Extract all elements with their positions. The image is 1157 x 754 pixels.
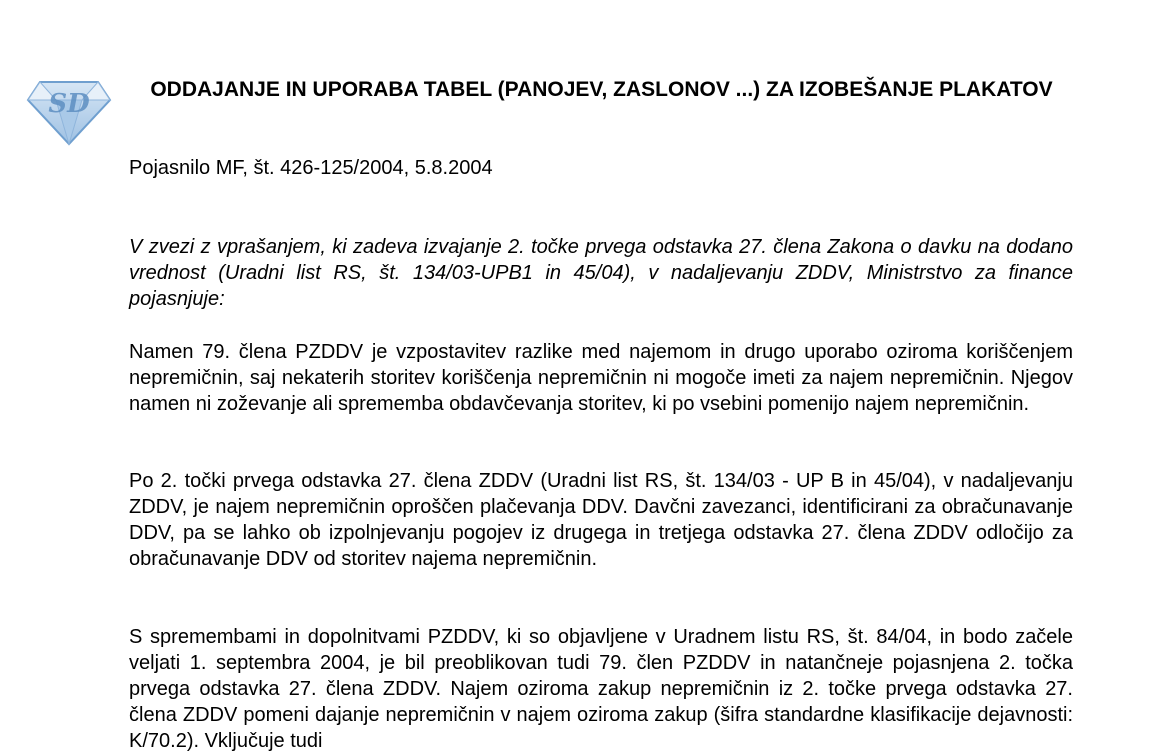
- logo-shield-icon: [26, 76, 112, 148]
- logo: [26, 76, 112, 148]
- document-title: ODDAJANJE IN UPORABA TABEL (PANOJEV, ZASLONOV ...) ZA IZOBEŠANJE PLAKATOV: [150, 78, 1053, 101]
- document-reference: Pojasnilo MF, št. 426-125/2004, 5.8.2004: [129, 157, 493, 179]
- paragraph-exemption: Po 2. točki prvega odstavka 27. člena ZDDV (Uradni list RS, št. 134/03 - UP B in 45/04), v nadaljevanju ZDDV, je najem nepremičnin oproščen plačevanja DDV. Davčni zavezanci, identificirani za obračunavanje DDV, pa se lahko ob izpolnjevanju pogojev iz drugega in tretjega odstavka 27. člena ZDDV odločijo za obračunavanje DDV od storitev najema nepremičnin.: [129, 470, 1073, 570]
- paragraph-purpose: Namen 79. člena PZDDV je vzpostavitev razlike med najemom in drugo uporabo oziroma koriščenjem nepremičnin, saj nekaterih storitev koriščenja nepremičnin ni mogoče imeti za najem nepremičnin. Njegov namen ni zoževanje ali sprememba obdavčevanja storitev, ki po vsebini pomenijo najem nepremičnin.: [129, 341, 1073, 415]
- paragraph-intro: V zvezi z vprašanjem, ki zadeva izvajanje 2. točke prvega odstavka 27. člena Zakona o davku na dodano vrednost (Uradni list RS, št. 134/03-UPB1 in 45/04), v nadaljevanju ZDDV, Ministrstvo za finance pojasnjuje:: [129, 236, 1073, 310]
- paragraph-amendments: S spremembami in dopolnitvami PZDDV, ki so objavljene v Uradnem listu RS, št. 84/04, in bodo začele veljati 1. septembra 2004, je bil preoblikovan tudi 79. člen PZDDV in natančneje pojasnjena 2. točka prvega odstavka 27. člena ZDDV. Najem oziroma zakup nepremičnin iz 2. točke prvega odstavka 27. člena ZDDV pomeni dajanje nepremičnin v najem oziroma zakup (šifra standardne klasifikacije dejavnosti: K/70.2). Vključuje tudi: [129, 626, 1073, 752]
- logo-letters: SD: [48, 89, 90, 119]
